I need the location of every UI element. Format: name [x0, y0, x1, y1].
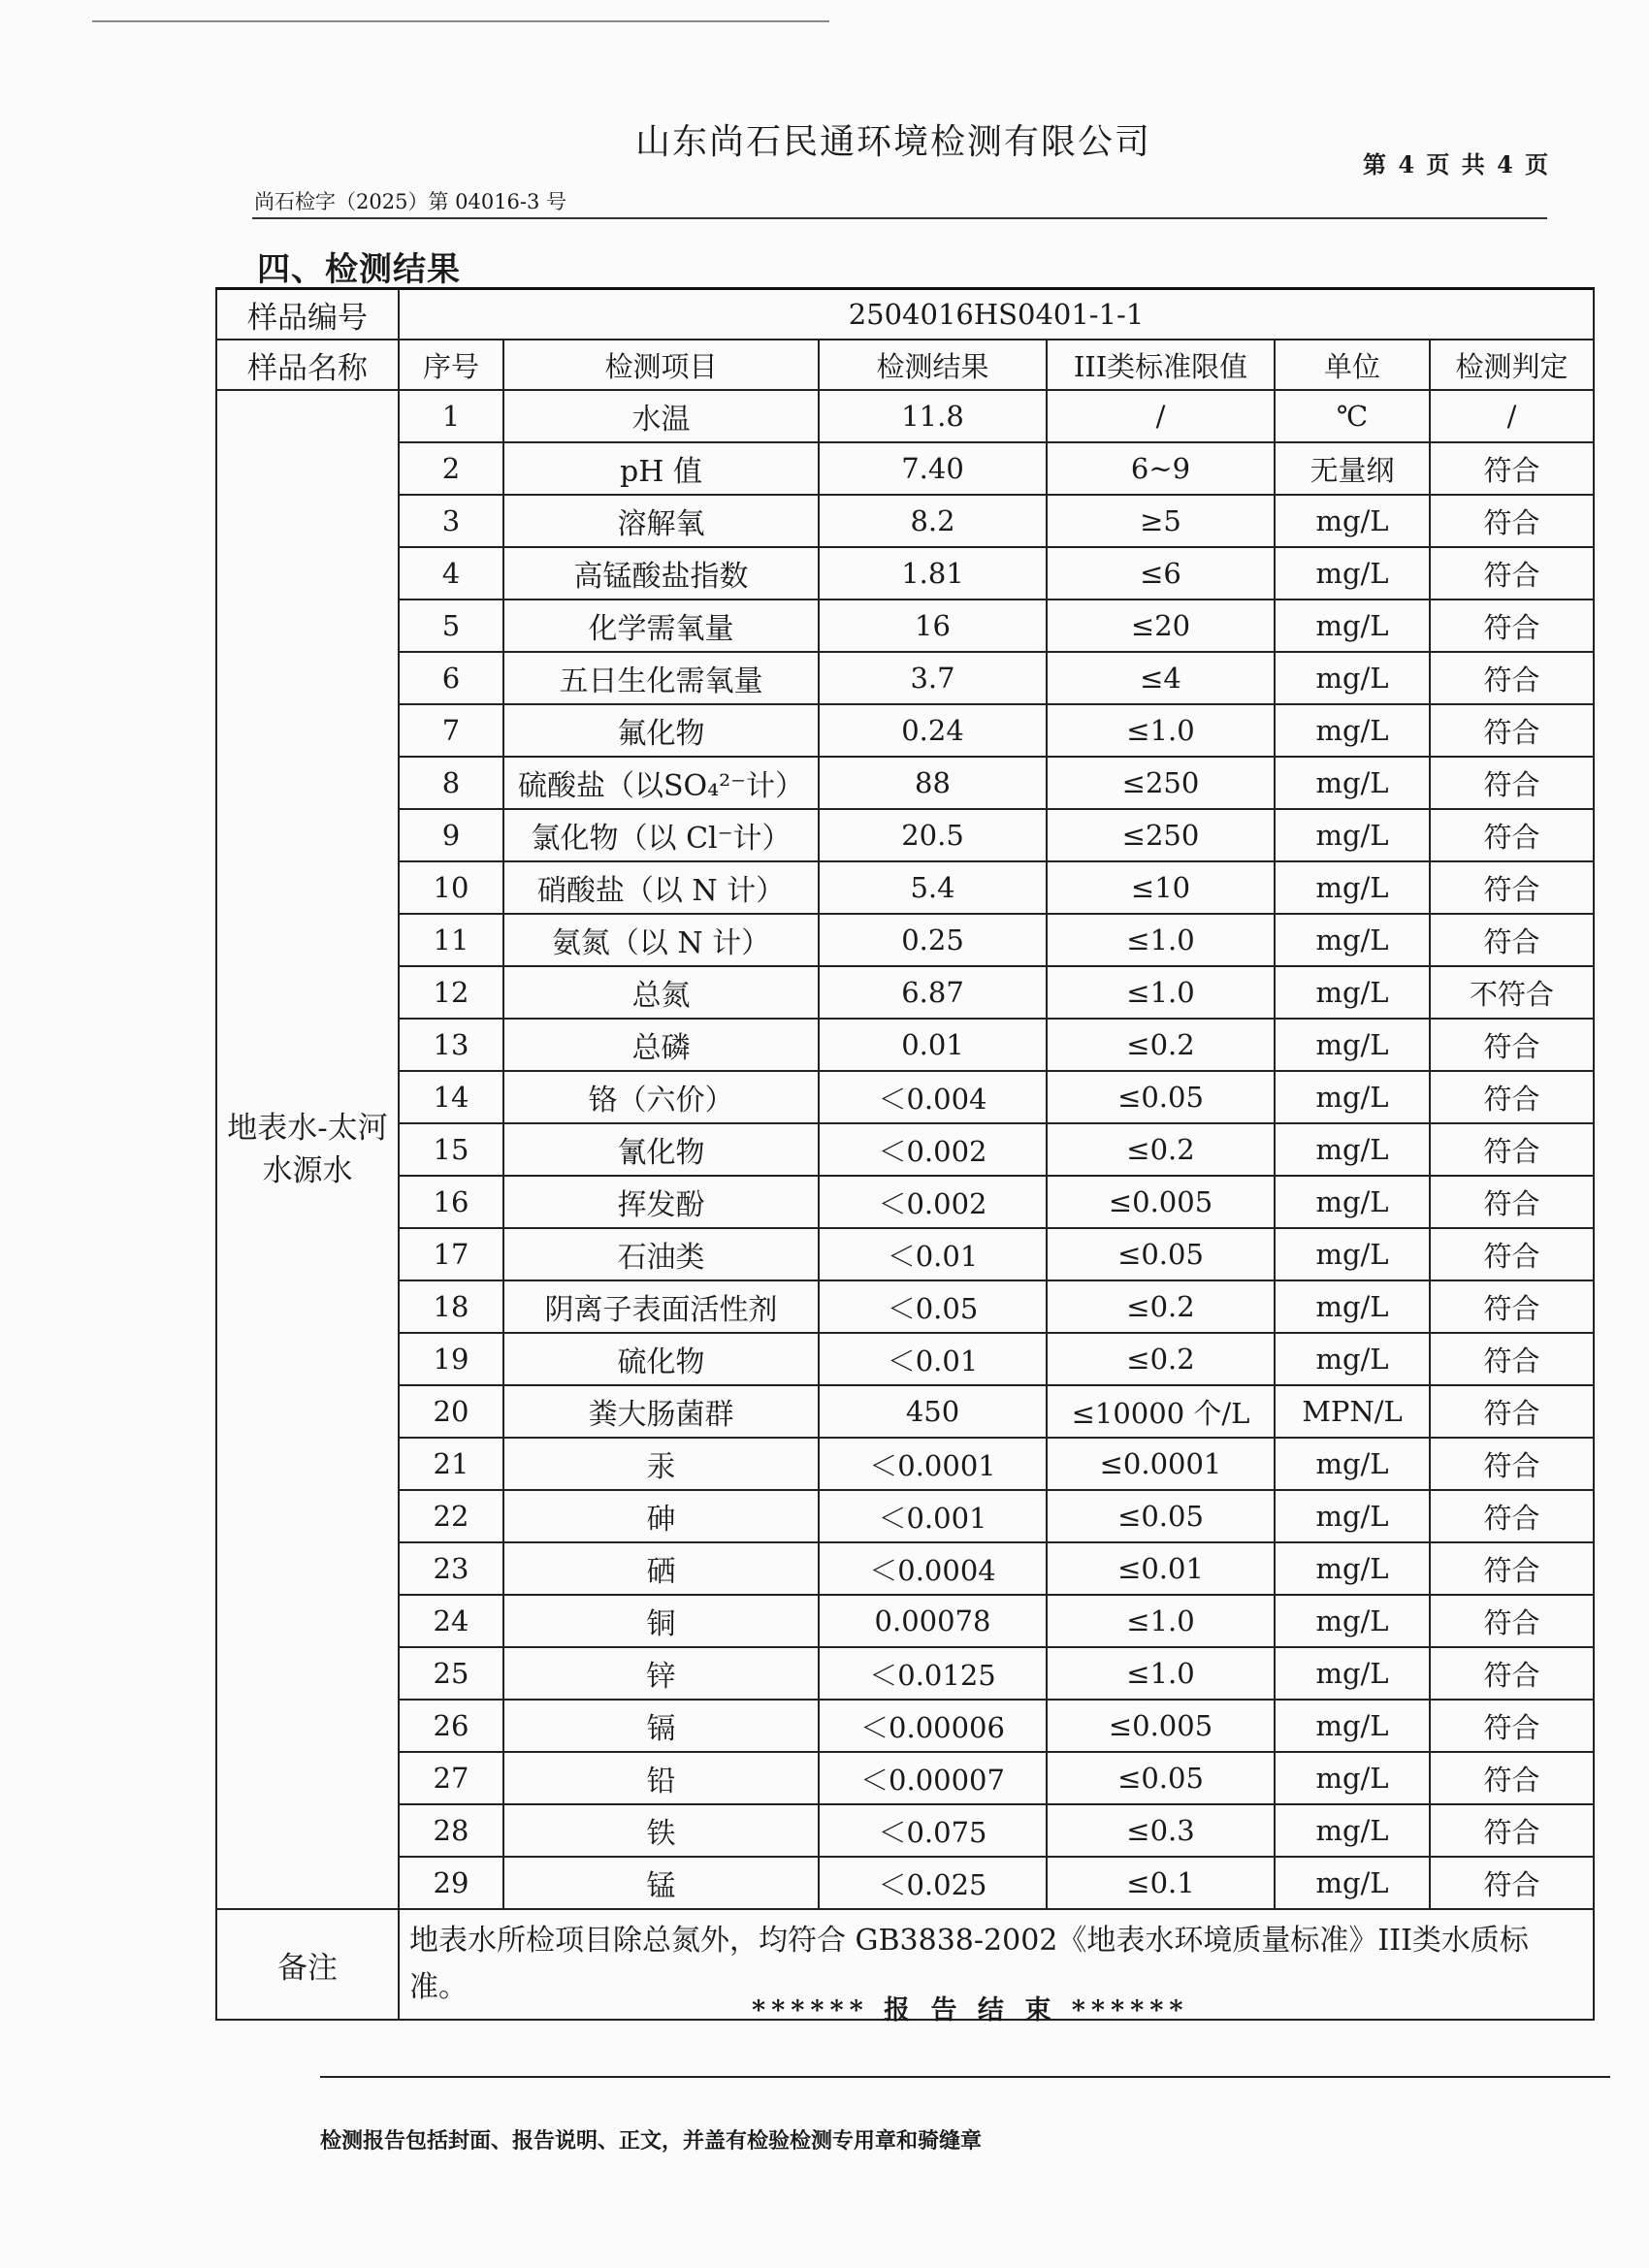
row-item: 铜: [503, 1595, 819, 1647]
row-limit: ≤0.005: [1047, 1700, 1275, 1752]
row-unit: ℃: [1275, 390, 1430, 442]
row-unit: mg/L: [1275, 1542, 1430, 1595]
row-unit: mg/L: [1275, 861, 1430, 914]
row-limit: ≥5: [1047, 495, 1275, 547]
row-limit: ≤0.05: [1047, 1071, 1275, 1123]
row-unit: MPN/L: [1275, 1385, 1430, 1438]
row-result: 0.24: [819, 704, 1047, 757]
row-result: 6.87: [819, 966, 1047, 1019]
row-no: 7: [399, 704, 503, 757]
row-unit: mg/L: [1275, 599, 1430, 652]
row-item: 硒: [503, 1542, 819, 1595]
row-unit: mg/L: [1275, 1438, 1430, 1490]
row-judge: 符合: [1430, 757, 1594, 809]
row-result: 0.00078: [819, 1595, 1047, 1647]
row-result: ＜0.075: [819, 1804, 1047, 1857]
table-row: [216, 390, 1594, 442]
row-unit: mg/L: [1275, 809, 1430, 861]
row-item: 氟化物: [503, 704, 819, 757]
row-item: 高锰酸盐指数: [503, 547, 819, 599]
document-number: 尚石检字（2025）第 04016-3 号: [254, 190, 567, 213]
row-limit: ≤0.05: [1047, 1228, 1275, 1280]
row-result: 0.01: [819, 1019, 1047, 1071]
row-limit: ≤0.3: [1047, 1804, 1275, 1857]
row-judge: 符合: [1430, 914, 1594, 966]
table-row: [216, 599, 1594, 652]
row-limit: ≤1.0: [1047, 914, 1275, 966]
row-result: ＜0.004: [819, 1071, 1047, 1123]
row-item: 阴离子表面活性剂: [503, 1280, 819, 1333]
row-item: 硝酸盐（以 N 计）: [503, 861, 819, 914]
row-judge: 符合: [1430, 1176, 1594, 1228]
row-limit: ≤1.0: [1047, 966, 1275, 1019]
column-header-result: 检测结果: [819, 340, 1047, 390]
row-no: 6: [399, 652, 503, 704]
row-limit: ≤4: [1047, 652, 1275, 704]
table-row: [216, 914, 1594, 966]
row-unit: mg/L: [1275, 1019, 1430, 1071]
row-limit: ≤20: [1047, 599, 1275, 652]
row-item: 砷: [503, 1490, 819, 1542]
row-result: 8.2: [819, 495, 1047, 547]
row-item: 总磷: [503, 1019, 819, 1071]
row-item: 总氮: [503, 966, 819, 1019]
footer-rule: [320, 2076, 1610, 2078]
row-no: 18: [399, 1280, 503, 1333]
row-result: 1.81: [819, 547, 1047, 599]
table-row: [216, 1595, 1594, 1647]
row-unit: mg/L: [1275, 1647, 1430, 1700]
table-row: [216, 1071, 1594, 1123]
table-row: [216, 652, 1594, 704]
row-item: 镉: [503, 1700, 819, 1752]
table-row: [216, 966, 1594, 1019]
row-no: 24: [399, 1595, 503, 1647]
row-item: 铅: [503, 1752, 819, 1804]
row-judge: 符合: [1430, 704, 1594, 757]
row-item: 粪大肠菌群: [503, 1385, 819, 1438]
row-limit: ≤0.01: [1047, 1542, 1275, 1595]
row-item: 石油类: [503, 1228, 819, 1280]
row-no: 15: [399, 1123, 503, 1176]
row-no: 4: [399, 547, 503, 599]
row-no: 2: [399, 442, 503, 495]
row-judge: 符合: [1430, 1752, 1594, 1804]
sample-name-label: 样品名称: [216, 340, 399, 390]
report-end-mark: ****** 报 告 结 束 ******: [752, 1995, 1189, 2025]
row-limit: ≤0.0001: [1047, 1438, 1275, 1490]
row-limit: ≤10000 个/L: [1047, 1385, 1275, 1438]
row-limit: ≤1.0: [1047, 1595, 1275, 1647]
row-result: 16: [819, 599, 1047, 652]
table-row: [216, 704, 1594, 757]
column-header-judge: 检测判定: [1430, 340, 1594, 390]
row-no: 12: [399, 966, 503, 1019]
row-no: 13: [399, 1019, 503, 1071]
row-limit: ≤10: [1047, 861, 1275, 914]
table-row: [216, 757, 1594, 809]
row-item: 锰: [503, 1857, 819, 1909]
table-row: [216, 1228, 1594, 1280]
row-unit: mg/L: [1275, 1333, 1430, 1385]
row-judge: 符合: [1430, 1804, 1594, 1857]
row-item: 氨氮（以 N 计）: [503, 914, 819, 966]
row-judge: 符合: [1430, 1228, 1594, 1280]
row-no: 20: [399, 1385, 503, 1438]
table-row: [216, 1123, 1594, 1176]
row-no: 10: [399, 861, 503, 914]
row-unit: mg/L: [1275, 757, 1430, 809]
row-judge: 符合: [1430, 547, 1594, 599]
row-result: 450: [819, 1385, 1047, 1438]
row-no: 9: [399, 809, 503, 861]
company-name: 山东尚石民通环境检测有限公司: [635, 122, 1152, 162]
row-judge: 符合: [1430, 1333, 1594, 1385]
row-unit: mg/L: [1275, 1123, 1430, 1176]
row-no: 22: [399, 1490, 503, 1542]
row-limit: ≤0.05: [1047, 1752, 1275, 1804]
row-judge: 符合: [1430, 1595, 1594, 1647]
row-unit: mg/L: [1275, 1280, 1430, 1333]
row-no: 14: [399, 1071, 503, 1123]
row-item: 锌: [503, 1647, 819, 1700]
table-row: [216, 442, 1594, 495]
row-result: ＜0.0125: [819, 1647, 1047, 1700]
row-judge: 符合: [1430, 442, 1594, 495]
row-item: 汞: [503, 1438, 819, 1490]
row-result: ＜0.0004: [819, 1542, 1047, 1595]
row-limit: 6~9: [1047, 442, 1275, 495]
table-row: [216, 1804, 1594, 1857]
row-judge: 符合: [1430, 809, 1594, 861]
table-row: [216, 1385, 1594, 1438]
row-result: ＜0.002: [819, 1123, 1047, 1176]
row-item: pH 值: [503, 442, 819, 495]
row-limit: /: [1047, 390, 1275, 442]
row-item: 五日生化需氧量: [503, 652, 819, 704]
row-item: 氯化物（以 Cl⁻计）: [503, 809, 819, 861]
row-no: 26: [399, 1700, 503, 1752]
row-limit: ≤0.005: [1047, 1176, 1275, 1228]
row-item: 化学需氧量: [503, 599, 819, 652]
row-unit: mg/L: [1275, 495, 1430, 547]
row-judge: 符合: [1430, 1542, 1594, 1595]
row-no: 21: [399, 1438, 503, 1490]
table-row: [216, 1542, 1594, 1595]
row-unit: mg/L: [1275, 652, 1430, 704]
row-result: 5.4: [819, 861, 1047, 914]
row-limit: ≤0.05: [1047, 1490, 1275, 1542]
table-row: [216, 1857, 1594, 1909]
row-item: 硫化物: [503, 1333, 819, 1385]
table-row: [216, 547, 1594, 599]
row-item: 铬（六价）: [503, 1071, 819, 1123]
row-limit: ≤1.0: [1047, 1647, 1275, 1700]
sample-name-value: 地表水-太河水源水: [216, 390, 399, 1909]
row-no: 16: [399, 1176, 503, 1228]
table-row: [216, 495, 1594, 547]
row-judge: 符合: [1430, 861, 1594, 914]
row-item: 挥发酚: [503, 1176, 819, 1228]
table-row: [216, 861, 1594, 914]
table-row: [216, 1333, 1594, 1385]
row-judge: 符合: [1430, 1071, 1594, 1123]
row-no: 29: [399, 1857, 503, 1909]
row-result: ＜0.025: [819, 1857, 1047, 1909]
row-result: 88: [819, 757, 1047, 809]
row-no: 1: [399, 390, 503, 442]
page-number: 第 4 页 共 4 页: [1363, 150, 1551, 178]
row-judge: 符合: [1430, 1647, 1594, 1700]
row-unit: mg/L: [1275, 1752, 1430, 1804]
row-no: 8: [399, 757, 503, 809]
column-header-item: 检测项目: [503, 340, 819, 390]
header-rule: [252, 217, 1547, 219]
row-result: ＜0.01: [819, 1228, 1047, 1280]
row-result: ＜0.001: [819, 1490, 1047, 1542]
row-judge: 符合: [1430, 1280, 1594, 1333]
column-header-limit: III类标准限值: [1047, 340, 1275, 390]
row-no: 25: [399, 1647, 503, 1700]
table-row: [216, 1280, 1594, 1333]
row-limit: ≤0.2: [1047, 1280, 1275, 1333]
section-title: 四、检测结果: [257, 250, 461, 289]
row-judge: 不符合: [1430, 966, 1594, 1019]
row-no: 11: [399, 914, 503, 966]
row-item: 溶解氧: [503, 495, 819, 547]
row-no: 17: [399, 1228, 503, 1280]
row-unit: mg/L: [1275, 1071, 1430, 1123]
row-unit: mg/L: [1275, 1700, 1430, 1752]
footer-note: 检测报告包括封面、报告说明、正文，并盖有检验检测专用章和骑缝章: [320, 2128, 983, 2154]
row-judge: 符合: [1430, 599, 1594, 652]
row-no: 27: [399, 1752, 503, 1804]
row-item: 铁: [503, 1804, 819, 1857]
table-row: [216, 1752, 1594, 1804]
remark-label: 备注: [216, 1909, 399, 2020]
results-table: [215, 287, 1595, 2021]
row-result: ＜0.002: [819, 1176, 1047, 1228]
row-result: 7.40: [819, 442, 1047, 495]
row-no: 5: [399, 599, 503, 652]
row-no: 28: [399, 1804, 503, 1857]
row-judge: 符合: [1430, 1490, 1594, 1542]
row-limit: ≤0.2: [1047, 1333, 1275, 1385]
row-unit: mg/L: [1275, 1176, 1430, 1228]
row-limit: ≤0.1: [1047, 1857, 1275, 1909]
row-result: ＜0.0001: [819, 1438, 1047, 1490]
row-result: ＜0.00007: [819, 1752, 1047, 1804]
row-result: ＜0.05: [819, 1280, 1047, 1333]
row-judge: 符合: [1430, 1700, 1594, 1752]
row-unit: mg/L: [1275, 1595, 1430, 1647]
table-row: [216, 1438, 1594, 1490]
sample-no-label: 样品编号: [216, 289, 399, 340]
table-row: [216, 1490, 1594, 1542]
row-result: 3.7: [819, 652, 1047, 704]
top-rule: [92, 20, 829, 22]
row-item: 水温: [503, 390, 819, 442]
column-header-no: 序号: [399, 340, 503, 390]
row-unit: mg/L: [1275, 704, 1430, 757]
table-row: [216, 1700, 1594, 1752]
row-judge: 符合: [1430, 652, 1594, 704]
row-unit: mg/L: [1275, 1490, 1430, 1542]
table-row: [216, 1019, 1594, 1071]
row-unit: mg/L: [1275, 966, 1430, 1019]
row-limit: ≤0.2: [1047, 1123, 1275, 1176]
row-unit: mg/L: [1275, 1857, 1430, 1909]
row-item: 氰化物: [503, 1123, 819, 1176]
row-item: 硫酸盐（以SO₄²⁻计）: [503, 757, 819, 809]
row-limit: ≤250: [1047, 809, 1275, 861]
row-result: ＜0.00006: [819, 1700, 1047, 1752]
row-judge: 符合: [1430, 495, 1594, 547]
row-judge: 符合: [1430, 1123, 1594, 1176]
table-row: [216, 1176, 1594, 1228]
row-judge: 符合: [1430, 1438, 1594, 1490]
row-judge: /: [1430, 390, 1594, 442]
table-row: [216, 809, 1594, 861]
row-limit: ≤0.2: [1047, 1019, 1275, 1071]
row-judge: 符合: [1430, 1019, 1594, 1071]
row-unit: mg/L: [1275, 1804, 1430, 1857]
row-result: ＜0.01: [819, 1333, 1047, 1385]
row-no: 23: [399, 1542, 503, 1595]
row-no: 19: [399, 1333, 503, 1385]
row-unit: mg/L: [1275, 914, 1430, 966]
row-no: 3: [399, 495, 503, 547]
column-header-unit: 单位: [1275, 340, 1430, 390]
row-unit: mg/L: [1275, 547, 1430, 599]
row-judge: 符合: [1430, 1385, 1594, 1438]
sample-no-value: 2504016HS0401-1-1: [399, 289, 1594, 340]
row-unit: 无量纲: [1275, 442, 1430, 495]
row-unit: mg/L: [1275, 1228, 1430, 1280]
table-row: [216, 1647, 1594, 1700]
row-limit: ≤250: [1047, 757, 1275, 809]
row-limit: ≤1.0: [1047, 704, 1275, 757]
row-judge: 符合: [1430, 1857, 1594, 1909]
row-result: 0.25: [819, 914, 1047, 966]
row-result: 11.8: [819, 390, 1047, 442]
remark-text: 地表水所检项目除总氮外，均符合 GB3838-2002《地表水环境质量标准》III类水质标准。: [399, 1909, 1594, 2020]
row-result: 20.5: [819, 809, 1047, 861]
row-limit: ≤6: [1047, 547, 1275, 599]
